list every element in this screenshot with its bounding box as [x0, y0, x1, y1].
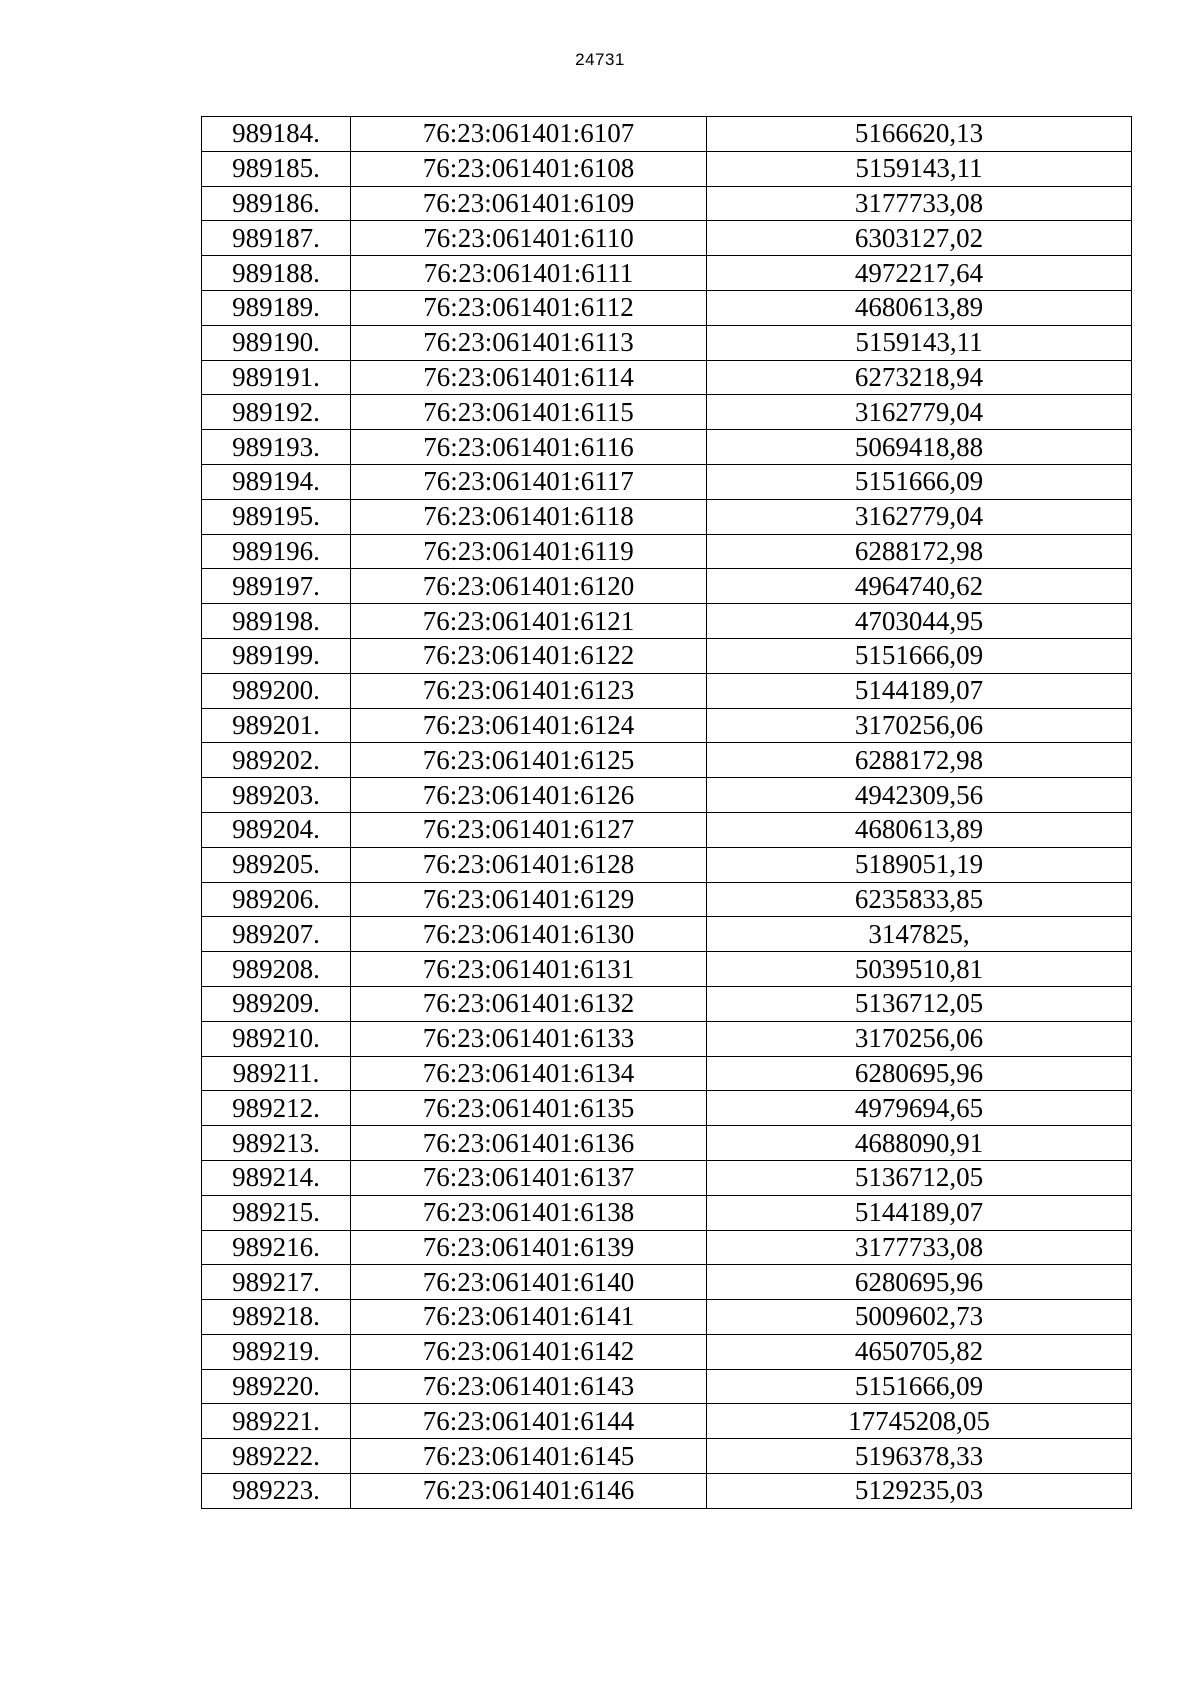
table-row [202, 499, 1132, 534]
cadastral-number-cell: 76:23:061401:6110 [351, 221, 707, 256]
table-row [202, 1021, 1132, 1056]
cadastral-number-cell: 76:23:061401:6129 [351, 882, 707, 917]
table-row [202, 847, 1132, 882]
cadastral-number-cell: 76:23:061401:6142 [351, 1334, 707, 1369]
table-row [202, 464, 1132, 499]
table-row [202, 325, 1132, 360]
cadastral-number-cell: 76:23:061401:6121 [351, 604, 707, 639]
value-cell: 6280695,96 [707, 1056, 1132, 1091]
value-cell: 5151666,09 [707, 638, 1132, 673]
value-cell: 6235833,85 [707, 882, 1132, 917]
table-row [202, 708, 1132, 743]
value-cell: 6273218,94 [707, 360, 1132, 395]
value-cell: 6288172,98 [707, 743, 1132, 778]
value-cell: 4688090,91 [707, 1126, 1132, 1161]
table-row [202, 778, 1132, 813]
table-row [202, 151, 1132, 186]
value-cell: 5136712,05 [707, 1160, 1132, 1195]
cadastral-number-cell: 76:23:061401:6109 [351, 186, 707, 221]
row-number-cell: 989217. [202, 1265, 351, 1300]
table-row [202, 290, 1132, 325]
row-number-cell: 989191. [202, 360, 351, 395]
row-number-cell: 989213. [202, 1126, 351, 1161]
value-cell: 5039510,81 [707, 952, 1132, 987]
cadastral-number-cell: 76:23:061401:6128 [351, 847, 707, 882]
cadastral-number-cell: 76:23:061401:6144 [351, 1404, 707, 1439]
row-number-cell: 989215. [202, 1195, 351, 1230]
value-cell: 5196378,33 [707, 1439, 1132, 1474]
value-cell: 4942309,56 [707, 778, 1132, 813]
value-cell: 3177733,08 [707, 186, 1132, 221]
table-row [202, 360, 1132, 395]
table-row [202, 186, 1132, 221]
table-row [202, 1474, 1132, 1509]
cadastral-number-cell: 76:23:061401:6137 [351, 1160, 707, 1195]
cadastral-number-cell: 76:23:061401:6125 [351, 743, 707, 778]
cadastral-number-cell: 76:23:061401:6131 [351, 952, 707, 987]
row-number-cell: 989214. [202, 1160, 351, 1195]
table-row [202, 638, 1132, 673]
cadastral-number-cell: 76:23:061401:6132 [351, 986, 707, 1021]
row-number-cell: 989195. [202, 499, 351, 534]
value-cell: 5159143,11 [707, 325, 1132, 360]
value-cell: 4650705,82 [707, 1334, 1132, 1369]
table-row [202, 395, 1132, 430]
table-row [202, 1404, 1132, 1439]
cadastral-number-cell: 76:23:061401:6124 [351, 708, 707, 743]
value-cell: 17745208,05 [707, 1404, 1132, 1439]
row-number-cell: 989205. [202, 847, 351, 882]
row-number-cell: 989220. [202, 1369, 351, 1404]
cadastral-number-cell: 76:23:061401:6136 [351, 1126, 707, 1161]
row-number-cell: 989188. [202, 256, 351, 291]
cadastral-number-cell: 76:23:061401:6119 [351, 534, 707, 569]
value-cell: 3170256,06 [707, 1021, 1132, 1056]
value-cell: 5069418,88 [707, 430, 1132, 465]
row-number-cell: 989196. [202, 534, 351, 569]
table-row [202, 1334, 1132, 1369]
cadastral-number-cell: 76:23:061401:6146 [351, 1474, 707, 1509]
row-number-cell: 989198. [202, 604, 351, 639]
row-number-cell: 989197. [202, 569, 351, 604]
row-number-cell: 989202. [202, 743, 351, 778]
cadastral-number-cell: 76:23:061401:6118 [351, 499, 707, 534]
table-row [202, 882, 1132, 917]
cadastral-number-cell: 76:23:061401:6135 [351, 1091, 707, 1126]
value-cell: 5136712,05 [707, 986, 1132, 1021]
table-row [202, 430, 1132, 465]
value-cell: 5129235,03 [707, 1474, 1132, 1509]
row-number-cell: 989203. [202, 778, 351, 813]
table-body [202, 117, 1132, 1509]
value-cell: 4680613,89 [707, 812, 1132, 847]
table-row [202, 1126, 1132, 1161]
row-number-cell: 989209. [202, 986, 351, 1021]
row-number-cell: 989185. [202, 151, 351, 186]
value-cell: 5151666,09 [707, 464, 1132, 499]
table-row [202, 1369, 1132, 1404]
row-number-cell: 989210. [202, 1021, 351, 1056]
cadastral-number-cell: 76:23:061401:6111 [351, 256, 707, 291]
value-cell: 4972217,64 [707, 256, 1132, 291]
cadastral-number-cell: 76:23:061401:6107 [351, 117, 707, 152]
row-number-cell: 989223. [202, 1474, 351, 1509]
value-cell: 4680613,89 [707, 290, 1132, 325]
cadastral-number-cell: 76:23:061401:6115 [351, 395, 707, 430]
table-row [202, 1195, 1132, 1230]
value-cell: 5144189,07 [707, 1195, 1132, 1230]
table-row [202, 117, 1132, 152]
cadastral-number-cell: 76:23:061401:6108 [351, 151, 707, 186]
value-cell: 4979694,65 [707, 1091, 1132, 1126]
cadastral-number-cell: 76:23:061401:6122 [351, 638, 707, 673]
cadastral-number-cell: 76:23:061401:6130 [351, 917, 707, 952]
value-cell: 5166620,13 [707, 117, 1132, 152]
table-row [202, 256, 1132, 291]
row-number-cell: 989216. [202, 1230, 351, 1265]
table-row [202, 1160, 1132, 1195]
row-number-cell: 989192. [202, 395, 351, 430]
cadastral-number-cell: 76:23:061401:6143 [351, 1369, 707, 1404]
cadastral-number-cell: 76:23:061401:6120 [351, 569, 707, 604]
cadastral-number-cell: 76:23:061401:6138 [351, 1195, 707, 1230]
row-number-cell: 989206. [202, 882, 351, 917]
cadastral-number-cell: 76:23:061401:6123 [351, 673, 707, 708]
row-number-cell: 989190. [202, 325, 351, 360]
value-cell: 4703044,95 [707, 604, 1132, 639]
cadastral-number-cell: 76:23:061401:6127 [351, 812, 707, 847]
row-number-cell: 989219. [202, 1334, 351, 1369]
cadastral-number-cell: 76:23:061401:6117 [351, 464, 707, 499]
table-row [202, 1439, 1132, 1474]
row-number-cell: 989211. [202, 1056, 351, 1091]
value-cell: 5189051,19 [707, 847, 1132, 882]
row-number-cell: 989212. [202, 1091, 351, 1126]
value-cell: 3162779,04 [707, 395, 1132, 430]
table-row [202, 743, 1132, 778]
cadastral-number-cell: 76:23:061401:6133 [351, 1021, 707, 1056]
table-row [202, 604, 1132, 639]
row-number-cell: 989200. [202, 673, 351, 708]
table-row [202, 569, 1132, 604]
row-number-cell: 989208. [202, 952, 351, 987]
cadastral-number-cell: 76:23:061401:6114 [351, 360, 707, 395]
cadastral-number-cell: 76:23:061401:6140 [351, 1265, 707, 1300]
cadastral-number-cell: 76:23:061401:6116 [351, 430, 707, 465]
cadastral-number-cell: 76:23:061401:6134 [351, 1056, 707, 1091]
cadastral-number-cell: 76:23:061401:6139 [351, 1230, 707, 1265]
row-number-cell: 989189. [202, 290, 351, 325]
table-row [202, 917, 1132, 952]
value-cell: 6288172,98 [707, 534, 1132, 569]
value-cell: 3170256,06 [707, 708, 1132, 743]
table-row [202, 1265, 1132, 1300]
value-cell: 5144189,07 [707, 673, 1132, 708]
row-number-cell: 989221. [202, 1404, 351, 1439]
row-number-cell: 989193. [202, 430, 351, 465]
value-cell: 5151666,09 [707, 1369, 1132, 1404]
cadastral-number-cell: 76:23:061401:6126 [351, 778, 707, 813]
value-cell: 4964740,62 [707, 569, 1132, 604]
page-number: 24731 [575, 50, 625, 69]
table-row [202, 673, 1132, 708]
value-cell: 6280695,96 [707, 1265, 1132, 1300]
row-number-cell: 989187. [202, 221, 351, 256]
row-number-cell: 989201. [202, 708, 351, 743]
cadastral-number-cell: 76:23:061401:6141 [351, 1300, 707, 1335]
table-row [202, 1056, 1132, 1091]
row-number-cell: 989194. [202, 464, 351, 499]
row-number-cell: 989204. [202, 812, 351, 847]
table-row [202, 1300, 1132, 1335]
table-row [202, 986, 1132, 1021]
row-number-cell: 989199. [202, 638, 351, 673]
row-number-cell: 989184. [202, 117, 351, 152]
value-cell: 6303127,02 [707, 221, 1132, 256]
table-row [202, 1230, 1132, 1265]
cadastral-number-cell: 76:23:061401:6112 [351, 290, 707, 325]
value-cell: 3147825, [707, 917, 1132, 952]
value-cell: 5159143,11 [707, 151, 1132, 186]
cadastral-number-cell: 76:23:061401:6113 [351, 325, 707, 360]
row-number-cell: 989218. [202, 1300, 351, 1335]
table-row [202, 1091, 1132, 1126]
table-row [202, 812, 1132, 847]
cadastral-table [201, 116, 1132, 1509]
value-cell: 3162779,04 [707, 499, 1132, 534]
value-cell: 5009602,73 [707, 1300, 1132, 1335]
table-row [202, 534, 1132, 569]
cadastral-number-cell: 76:23:061401:6145 [351, 1439, 707, 1474]
row-number-cell: 989222. [202, 1439, 351, 1474]
value-cell: 3177733,08 [707, 1230, 1132, 1265]
table-row [202, 952, 1132, 987]
table-row [202, 221, 1132, 256]
row-number-cell: 989186. [202, 186, 351, 221]
row-number-cell: 989207. [202, 917, 351, 952]
